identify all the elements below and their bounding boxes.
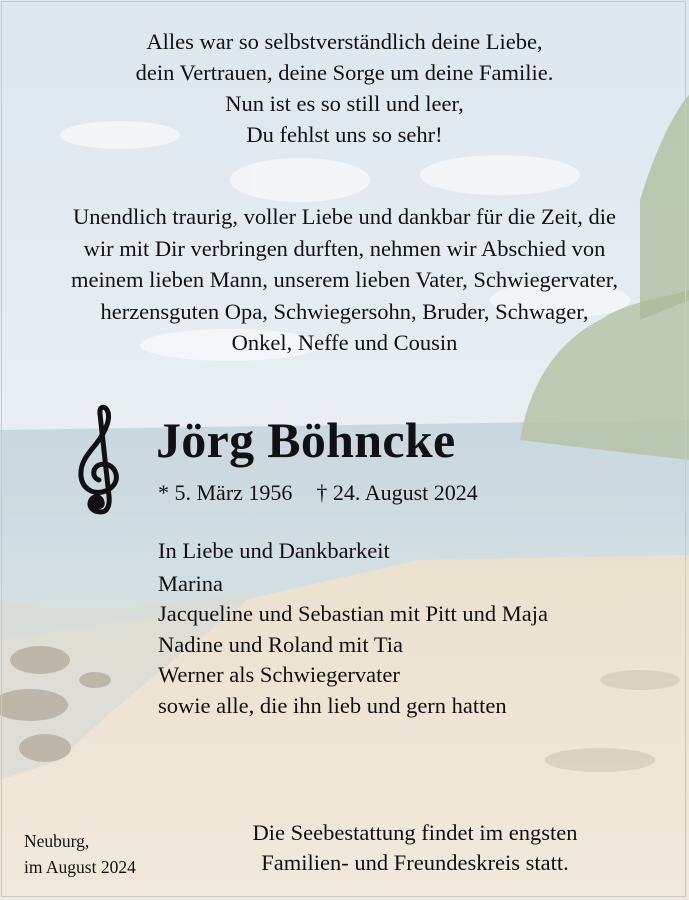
- mourner-line: Jacqueline und Sebastian mit Pitt und Maja: [158, 601, 548, 626]
- burial-notice: [190, 818, 640, 878]
- mourner-line: sowie alle, die ihn lieb und gern hatten: [158, 692, 507, 718]
- intro-line: Unendlich traurig, voller Liebe und dankbar für die Zeit, die: [73, 204, 616, 229]
- birth-date: * 5. März 1956: [158, 480, 293, 505]
- mourner-line: Werner als Schwiegervater: [158, 662, 400, 687]
- mourners-intro: In Liebe und Dankbarkeit: [158, 538, 390, 563]
- place-and-date: [24, 828, 136, 880]
- intro-block: [10, 201, 679, 359]
- mourners-block: [158, 536, 548, 721]
- treble-clef-icon: [74, 404, 128, 516]
- intro-line: wir mit Dir verbringen durften, nehmen wir Abschied von: [83, 235, 606, 261]
- poem-line: Alles war so selbstverständlich deine Liebe,: [146, 29, 543, 54]
- poem-line: Du fehlst uns so sehr!: [246, 122, 443, 147]
- life-dates: [158, 479, 478, 507]
- intro-line: Onkel, Neffe und Cousin: [231, 330, 458, 355]
- poem-line: Nun ist es so still und leer,: [225, 91, 464, 116]
- mourner-line: Nadine und Roland mit Tia: [158, 631, 404, 657]
- mourner-line: Marina: [158, 570, 223, 596]
- death-date: † 24. August 2024: [316, 480, 478, 505]
- place: Neuburg,: [24, 831, 90, 851]
- date: im August 2024: [24, 857, 136, 877]
- intro-line: herzensguten Opa, Schwiegersohn, Bruder, Schwager,: [100, 298, 589, 324]
- poem-block: [0, 26, 689, 150]
- burial-line: Familien- und Freundeskreis statt.: [261, 850, 569, 875]
- deceased-name: Jörg Böhncke: [156, 412, 456, 468]
- burial-line: Die Seebestattung findet im engsten: [252, 820, 578, 845]
- intro-line: meinem lieben Mann, unserem lieben Vater, Schwiegervater,: [71, 267, 618, 292]
- poem-line: dein Vertrauen, deine Sorge um deine Familie.: [135, 60, 554, 85]
